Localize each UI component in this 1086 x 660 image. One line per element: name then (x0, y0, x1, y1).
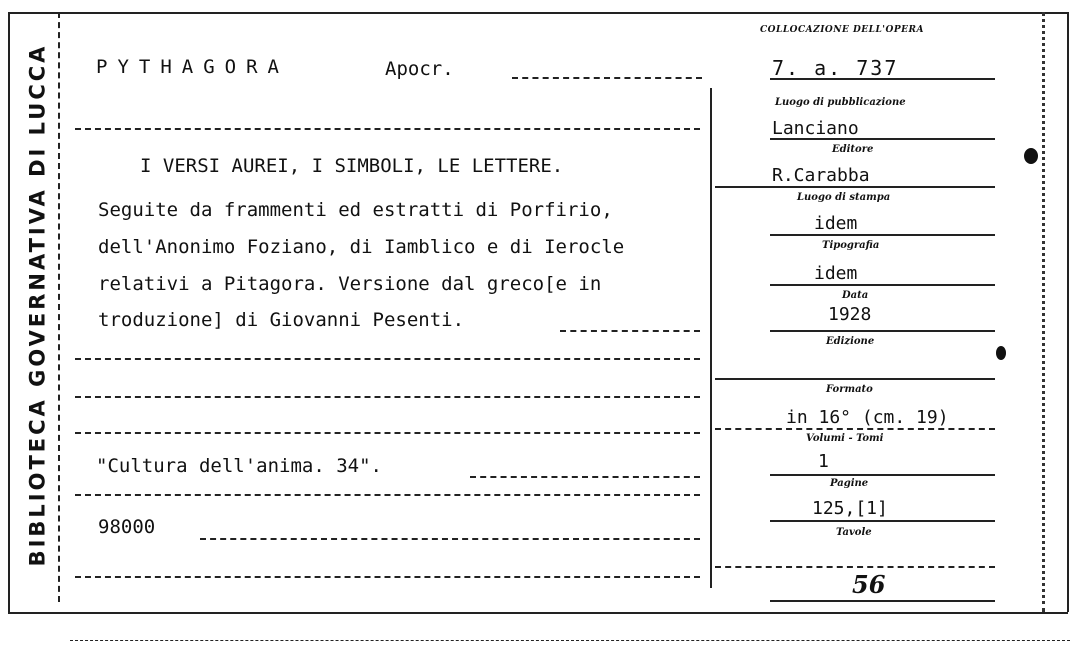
pages-label: Pagine (830, 478, 869, 489)
column-divider (710, 88, 712, 588)
edition-label: Edizione (826, 336, 875, 347)
title-line-2: Seguite da frammenti ed estratti di Porfirio, (98, 199, 613, 221)
bottom-tear-line (70, 640, 1070, 641)
place-rule (770, 138, 995, 140)
format-value: in 16° (cm. 19) (786, 407, 949, 428)
pages-rule (770, 520, 995, 522)
title-rule-a (560, 330, 700, 332)
blank-rule-5 (75, 576, 700, 578)
volumes-label: Volumi - Tomi (806, 433, 884, 444)
binder-hole-bottom (996, 346, 1006, 360)
publisher-rule (715, 186, 995, 188)
format-label: Formato (826, 384, 873, 395)
volumes-rule (770, 474, 995, 476)
print-place-label: Luogo di stampa (797, 192, 891, 203)
date-value: 1928 (828, 304, 872, 325)
handwritten-rule (770, 600, 995, 602)
title-line-3: dell'Anonimo Foziano, di Iamblico e di Ierocle (98, 236, 625, 258)
author: PYTHAGORA (96, 56, 289, 78)
print-place-rule (770, 234, 995, 236)
shelfmark-rule (770, 78, 995, 80)
print-place-value: idem (814, 213, 858, 234)
series: "Cultura dell'anima. 34". (96, 455, 382, 477)
printer-rule (770, 284, 995, 286)
place-value: Lanciano (772, 118, 859, 139)
printer-label: Tipografia (822, 240, 880, 251)
left-dash-border (58, 12, 60, 602)
date-rule (770, 330, 995, 332)
publisher-label: Editore (832, 144, 874, 155)
right-edge (1042, 12, 1069, 612)
title-line-4: relativi a Pitagora. Versione dal greco[e in (98, 273, 602, 295)
library-label: BIBLIOTECA GOVERNATIVA DI LUCCA (25, 43, 50, 567)
plates-label: Tavole (836, 527, 872, 538)
author-block-rule (75, 128, 700, 130)
title-line-1: I VERSI AUREI, I SIMBOLI, LE LETTERE. (140, 155, 564, 177)
volumes-value: 1 (818, 451, 829, 472)
place-label: Luogo di pubblicazione (775, 97, 906, 108)
printer-value: idem (814, 263, 858, 284)
left-border (8, 12, 10, 612)
handwritten-note: 56 (852, 570, 886, 599)
pages-value: 125,[1] (812, 498, 888, 519)
blank-rule-3 (75, 432, 700, 434)
bottom-border (8, 612, 1068, 614)
shelfmark: 7. a. 737 (772, 56, 899, 80)
author-note: Apocr. (385, 58, 454, 80)
blank-rule-1 (75, 358, 700, 360)
blank-rule-2 (75, 396, 700, 398)
format-rule (715, 428, 995, 430)
header-right-label: COLLOCAZIONE DELL'OPERA (760, 25, 924, 35)
author-rule (512, 77, 702, 79)
title-line-5: troduzione] di Giovanni Pesenti. (98, 309, 465, 331)
top-border (8, 12, 1068, 14)
inventory-rule (200, 538, 700, 540)
publisher-value: R.Carabba (772, 165, 870, 186)
blank-rule-4 (75, 494, 700, 496)
series-rule (470, 476, 700, 478)
plates-rule (715, 566, 995, 568)
date-label: Data (842, 290, 869, 301)
inventory-number: 98000 (98, 516, 156, 538)
edition-rule (715, 378, 995, 380)
binder-hole-top (1024, 148, 1038, 164)
